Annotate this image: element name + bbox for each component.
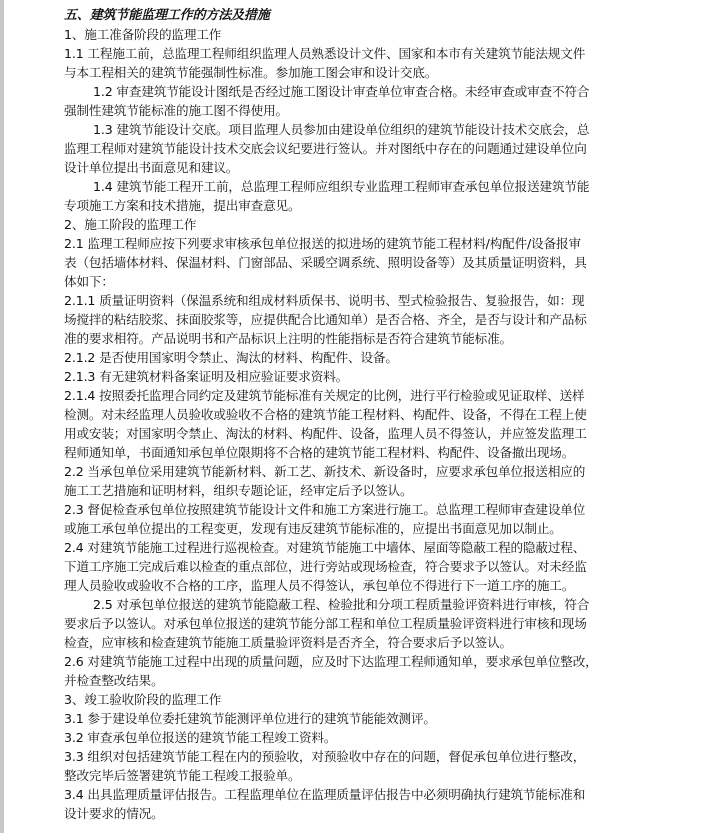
paragraph-line: 2.1.3 有无建筑材料备案证明及相应验证要求资料。 [64, 369, 349, 384]
paragraph-line: 1.1 工程施工前，总监理工程师组织监理人员熟悉设计文件、国家和本市有关建筑节能法规文件 [64, 46, 586, 61]
paragraph-line: 2.1.2 是否使用国家明令禁止、淘汰的材料、构配件、设备。 [64, 350, 398, 365]
subsection-title: 1、施工准备阶段的监理工作 [64, 27, 222, 42]
paragraph-line: 用或安装；对国家明令禁止、淘汰的材料、构配件、设备，监理人员不得签认，并应签发监理工 [64, 426, 587, 441]
paragraph-line: 3.4 出具监理质量评估报告。工程监理单位在监理质量评估报告中必须明确执行建筑节能标准和 [64, 787, 586, 802]
paragraph-line: 1.2 审查建筑节能设计图纸是否经过施工图设计审查单位审查合格。未经审查或审查不符合 [93, 84, 590, 99]
paragraph-line: 设计要求的情况。 [64, 806, 164, 821]
paragraph-line: 与本工程相关的建筑节能强制性标准。参加施工图会审和设计交底。 [64, 65, 438, 80]
paragraph-line: 场搅拌的粘结胶浆、抹面胶浆等，应提供配合比通知单）是否合格、齐全，是否与设计和产品标 [64, 312, 587, 327]
paragraph-line: 并检查整改结果。 [64, 673, 164, 688]
paragraph-line: 1.3 建筑节能设计交底。项目监理人员参加由建设单位组织的建筑节能设计技术交底会，总 [93, 122, 590, 137]
paragraph-line: 准的要求相符。产品说明书和产品标识上注明的性能指标是否符合建筑节能标准。 [64, 331, 512, 346]
paragraph-line: 或施工承包单位提出的工程变更，发现有违反建筑节能标准的，应提出书面意见加以制止。 [64, 521, 562, 536]
paragraph-line: 强制性建筑节能标准的施工图不得使用。 [64, 103, 288, 118]
paragraph-line: 体如下： [64, 274, 114, 289]
subsection-title: 2、施工阶段的监理工作 [64, 217, 197, 232]
paragraph-line: 2.5 对承包单位报送的建筑节能隐蔽工程、检验批和分项工程质量验评资料进行审核，符合 [93, 597, 590, 612]
paragraph-line: 2.2 当承包单位采用建筑节能新材料、新工艺、新技术、新设备时，应要求承包单位报送相应的 [64, 464, 586, 479]
paragraph-line: 整改完毕后签署建筑节能工程竣工报验单。 [64, 768, 301, 783]
paragraph-line: 下道工序施工完成后难以检查的重点部位，进行旁站或现场检查，符合要求予以签认。对未经监 [64, 559, 587, 574]
paragraph-line: 检测。对未经监理人员验收或验收不合格的建筑节能工程材料、构配件、设备，不得在工程上使 [64, 407, 587, 422]
paragraph-line: 2.1.4 按照委托监理合同约定及建筑节能标准有关规定的比例，进行平行检验或见证取样、送样 [64, 388, 585, 403]
paragraph-line: 表（包括墙体材料、保温材料、门窗部品、采暖空调系统、照明设备等）及其质量证明资料，具 [64, 255, 587, 270]
paragraph-line: 设计单位提出书面意见和建议。 [64, 160, 239, 175]
paragraph-line: 2.1 监理工程师应按下列要求审核承包单位报送的拟进场的建筑节能工程材料/构配件/设备报审 [64, 236, 581, 251]
paragraph-line: 要求后予以签认。对承包单位报送的建筑节能分部工程和单位工程质量验评资料进行审核和现场 [64, 616, 587, 631]
paragraph-line: 2.4 对建筑节能施工过程进行巡视检查。对建筑节能施工中墙体、屋面等隐蔽工程的隐蔽过程、 [64, 540, 586, 555]
paragraph-line: 施工工艺措施和证明材料，组织专题论证，经审定后予以签认。 [64, 483, 413, 498]
subsection-title: 3、竣工验收阶段的监理工作 [64, 692, 222, 707]
paragraph-line: 理人员验收或验收不合格的工序，监理人员不得签认，承包单位不得进行下一道工序的施工。 [64, 578, 575, 593]
paragraph-line: 3.3 组织对包括建筑节能工程在内的预验收，对预验收中存在的问题，督促承包单位进行整改， [64, 749, 586, 764]
paragraph-line: 2.1.1 质量证明资料（保温系统和组成材料质保书、说明书、型式检验报告、复验报告，如：现 [64, 293, 585, 308]
paragraph-line: 2.3 督促检查承包单位按照建筑节能设计文件和施工方案进行施工。总监理工程师审查建设单位 [64, 502, 586, 517]
paragraph-line: 2.6 对建筑节能施工过程中出现的质量问题，应及时下达监理工程师通知单，要求承包单位整改， [64, 654, 598, 669]
paragraph-line: 1.4 建筑节能工程开工前，总监理工程师应组织专业监理工程师审查承包单位报送建筑节能 [93, 179, 590, 194]
paragraph-line: 监理工程师对建筑节能设计技术交底会议纪要进行签认。并对图纸中存在的问题通过建设单位向 [64, 141, 587, 156]
paragraph-line: 检查，应审核和检查建筑节能施工质量验评资料是否齐全，符合要求后予以签认。 [64, 635, 512, 650]
paragraph-line: 程师通知单，书面通知承包单位限期将不合格的建筑节能工程材料、构配件、设备撤出现场。 [64, 445, 575, 460]
paragraph-line: 3.1 参于建设单位委托建筑节能测评单位进行的建筑节能能效测评。 [64, 711, 436, 726]
paragraph-line: 专项施工方案和技术措施，提出审查意见。 [64, 198, 301, 213]
section-heading: 五、建筑节能监理工作的方法及措施 [64, 8, 270, 23]
paragraph-line: 3.2 审查承包单位报送的建筑节能工程竣工资料。 [64, 730, 337, 745]
